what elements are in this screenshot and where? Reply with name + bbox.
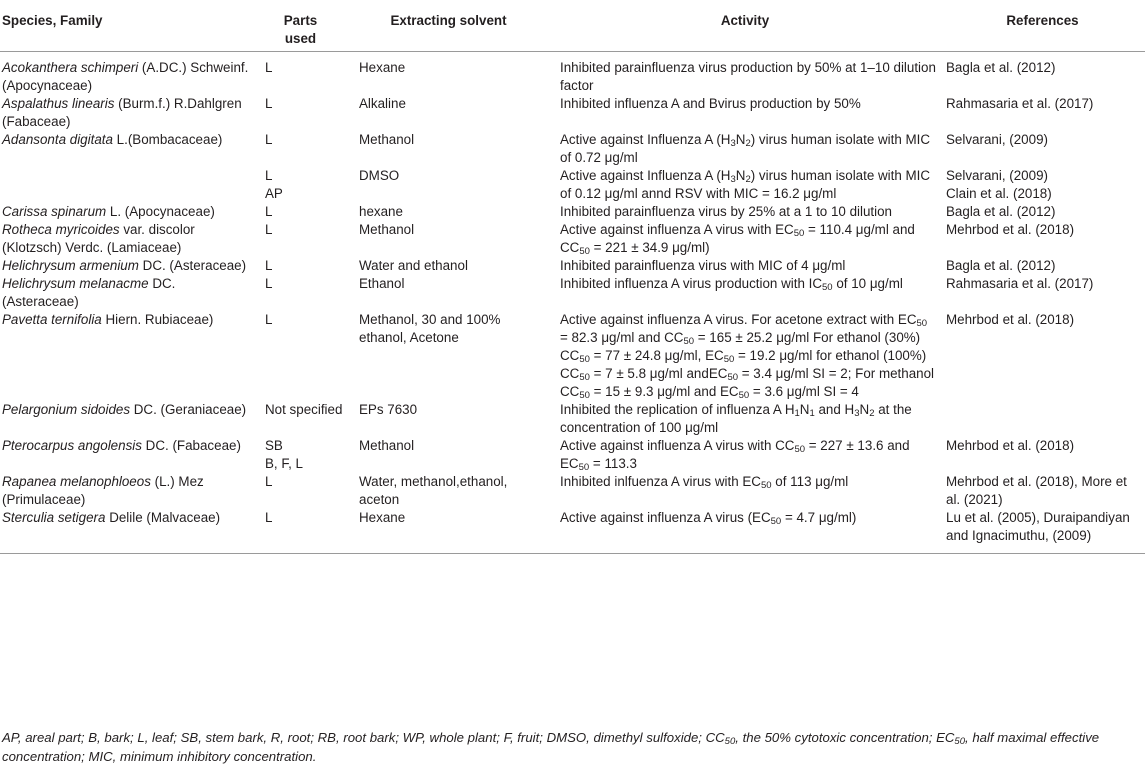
species-name: Carissa spinarum (2, 204, 107, 219)
cell-references (940, 95, 1145, 131)
cell-solvent: Methanol (359, 438, 415, 453)
species-authority-family: DC. (Fabaceae) (141, 438, 241, 453)
header-species: Species, Family (0, 0, 254, 52)
cell-references (940, 257, 1145, 275)
part-used: L (265, 204, 273, 219)
part-used: L (265, 96, 273, 111)
part-used: L (265, 258, 273, 273)
cell-parts (254, 311, 347, 401)
table-row (0, 257, 1145, 275)
reference: Bagla et al. (2012) (946, 60, 1056, 75)
table-row (0, 95, 1145, 131)
species-name: Acokanthera schimperi (2, 60, 139, 75)
reference: Bagla et al. (2012) (946, 204, 1056, 219)
cell-activity: Inhibited parainfluenza virus by 25% at a 1 to 10 dilution (560, 204, 893, 219)
cell-solvent: Methanol, 30 and 100% ethanol, Acetone (359, 312, 501, 345)
cell-solvent: EPs 7630 (359, 402, 418, 417)
part-used: L (265, 60, 273, 75)
cell-parts (254, 221, 347, 257)
cell-species (0, 257, 254, 275)
reference: Rahmasaria et al. (2017) (946, 96, 1094, 111)
species-authority-family: var. discolor (Klotzsch) Verdc. (Lamiaceae) (2, 222, 195, 255)
species-name: Sterculia setigera (2, 510, 106, 525)
header-activity: Activity (550, 0, 940, 52)
cell-references (940, 131, 1145, 167)
cell-solvent: Alkaline (359, 96, 406, 111)
cell-parts (254, 167, 347, 203)
cell-solvent: hexane (359, 204, 403, 219)
cell-activity: Active against influenza A virus with $CC_{50} = 227 \pm 13.6$ and $EC_{50} = 113.3$ (560, 438, 910, 473)
table-row (0, 311, 1145, 401)
cell-species (0, 275, 254, 311)
cell-parts (254, 52, 347, 96)
table-row (0, 401, 1145, 437)
species-name: Rotheca myricoides (2, 222, 120, 237)
cell-species (0, 167, 254, 203)
species-authority-family: L. (Apocynaceae) (106, 204, 215, 219)
cell-activity: Inhibited inlfuenza A virus with $EC_{50}$ of 113 μg/ml (560, 474, 849, 491)
table-row (0, 473, 1145, 509)
part-used: L (265, 510, 273, 525)
part-used: L (265, 222, 273, 237)
cell-references (940, 437, 1145, 473)
table-row (0, 509, 1145, 554)
reference: Mehrbod et al. (2018) (946, 438, 1075, 453)
cell-parts (254, 473, 347, 509)
cell-solvent: Hexane (359, 60, 406, 75)
species-authority-family: Delile (Malvaceae) (105, 510, 221, 525)
cell-references (940, 52, 1145, 96)
species-name: Adansonta digitata (2, 132, 113, 147)
species-authority-family: L.(Bombacaceae) (112, 132, 223, 147)
reference: Mehrbod et al. (2018) (946, 222, 1075, 237)
table-row (0, 203, 1145, 221)
cell-references (940, 311, 1145, 401)
cell-activity: Inhibited the replication of influenza A $H_1N_1$ and $H_3N_2$ at the concentration of 100 μg/ml (560, 402, 912, 435)
species-authority-family: DC. (Geraniaceae) (130, 402, 247, 417)
part-used: L (265, 312, 273, 327)
cell-solvent: Hexane (347, 509, 550, 554)
table-row (0, 221, 1145, 257)
cell-parts (254, 203, 347, 221)
species-name: Pavetta ternifolia (2, 312, 102, 327)
cell-activity: Active against influenza A virus ($EC_{50} = 4.7$ μg/ml) (550, 509, 940, 554)
part-used: AP (265, 186, 283, 201)
cell-activity: Inhibited influenza A virus production with $IC_{50}$ of 10 μg/ml (560, 276, 903, 293)
cell-references (940, 203, 1145, 221)
species-authority-family: (Burm.f.) R.Dahlgren (Fabaceae) (2, 96, 242, 129)
part-used: L (265, 276, 273, 291)
cell-solvent: Water, methanol,ethanol, aceton (359, 474, 508, 507)
part-used: L (265, 168, 273, 183)
header-parts: Parts used (254, 0, 347, 52)
cell-activity: Inhibited parainfluenza virus production by 50% at 1–10 dilution factor (560, 60, 936, 93)
cell-references (940, 275, 1145, 311)
cell-parts (254, 509, 347, 554)
cell-solvent: Methanol (359, 132, 415, 147)
cell-parts (254, 437, 347, 473)
table-row (0, 131, 1145, 167)
header-references: References (940, 0, 1145, 52)
species-authority-family: DC. (Asteraceae) (138, 258, 247, 273)
cell-activity: Active against Influenza A $(H_3N_2)$ virus human isolate with MIC of 0.72 μg/ml (560, 132, 931, 165)
cell-parts (254, 275, 347, 311)
part-used: L (265, 132, 273, 147)
cell-parts (254, 401, 347, 437)
table-header-row (0, 0, 1145, 52)
table-body (0, 52, 1145, 554)
cell-solvent: DMSO (359, 168, 400, 183)
cell-references (940, 221, 1145, 257)
cell-solvent: Water and ethanol (359, 258, 468, 273)
cell-references (940, 167, 1145, 203)
part-used: Not specified (265, 402, 343, 417)
cell-references (940, 401, 1145, 437)
reference: Clain et al. (2018) (946, 186, 1052, 201)
cell-activity: Inhibited parainfluenza virus with MIC of 4 μg/ml (560, 258, 846, 273)
reference: Selvarani, (2009) (946, 168, 1048, 183)
cell-references (940, 509, 1145, 554)
species-authority-family: (A.DC.) Schweinf. (Apocynaceae) (2, 60, 249, 93)
species-authority-family: Hiern. Rubiaceae) (101, 312, 214, 327)
species-authority-family: (L.) Mez (Primulaceae) (2, 474, 204, 507)
part-used: B, F, L (265, 456, 303, 471)
cell-species (0, 203, 254, 221)
cell-activity: Inhibited influenza A and Bvirus production by 50% (560, 96, 861, 111)
cell-species (0, 52, 254, 96)
header-solvent: Extracting solvent (347, 0, 550, 52)
cell-parts (254, 95, 347, 131)
species-name: Rapanea melanophloeos (2, 474, 151, 489)
cell-species (0, 95, 254, 131)
reference: Rahmasaria et al. (2017) (946, 276, 1094, 291)
cell-species (0, 311, 254, 401)
species-name: Pterocarpus angolensis (2, 438, 142, 453)
cell-species (0, 437, 254, 473)
reference: Selvarani, (2009) (946, 132, 1048, 147)
species-name: Pelargonium sidoides (2, 402, 131, 417)
cell-species (0, 509, 254, 554)
reference: Mehrbod et al. (2018), More et al. (2021) (946, 474, 1127, 507)
cell-species (0, 131, 254, 167)
table-row (0, 52, 1145, 96)
cell-solvent: Methanol (359, 222, 415, 237)
cell-species (0, 401, 254, 437)
cell-activity: Active against influenza A virus with $EC_{50} = 110.4$ μg/ml and $CC_{50} = 221 \pm 34.9$ μg/ml) (560, 222, 915, 257)
species-authority-family: DC. (Asteraceae) (2, 276, 176, 309)
table-row (0, 437, 1145, 473)
cell-parts (254, 131, 347, 167)
table-row (0, 167, 1145, 203)
species-name: Helichrysum armenium (2, 258, 139, 273)
table-footnote: AP, areal part; B, bark; L, leaf; SB, stem bark, R, root; RB, root bark; WP, whole plant; F, fruit; DMSO, dimethyl sulfoxide; $CC_{50}$, the 50% cytotoxic concentration; $EC_{50}$, half maximal effective concentration; MIC, minimum inhibitory concentration. (2, 730, 1100, 764)
cell-solvent: Ethanol (359, 276, 405, 291)
reference: Mehrbod et al. (2018) (946, 312, 1075, 327)
species-name: Aspalathus linearis (2, 96, 115, 111)
cell-activity: Active against influenza A virus. For acetone extract with $EC_{50} = 82.3$ μg/ml and $CC_{50} = 165 \pm 25.2$ μg/ml For ethanol (30%) $CC_{50} = 77 \pm 24.8$ μg/ml, $EC_{50} = 19.2$ μg/ml for ethanol (100%) $CC_{50} = 7 \pm 5.8$ μg/ml andEC$_{50}$ = 3.4 μg/ml SI = 2; For methanol $CC_{50} = 15 \pm 9.3$ μg/ml and $EC_{50} = 3.6$ μg/ml SI = 4 (560, 312, 935, 401)
part-used: SB (265, 438, 283, 453)
part-used: L (265, 474, 273, 489)
cell-species (0, 473, 254, 509)
cell-species (0, 221, 254, 257)
cell-activity: Active against Influenza A $(H_3N_2)$ virus human isolate with MIC of 0.12 μg/ml annd RSV with MIC = 16.2 μg/ml (560, 168, 931, 201)
cell-parts (254, 257, 347, 275)
species-name: Helichrysum melanacme (2, 276, 149, 291)
reference: Lu et al. (2005), Duraipandiyan and Ignacimuthu, (2009) (946, 510, 1130, 543)
reference: Bagla et al. (2012) (946, 258, 1056, 273)
cell-references (940, 473, 1145, 509)
table-row (0, 275, 1145, 311)
